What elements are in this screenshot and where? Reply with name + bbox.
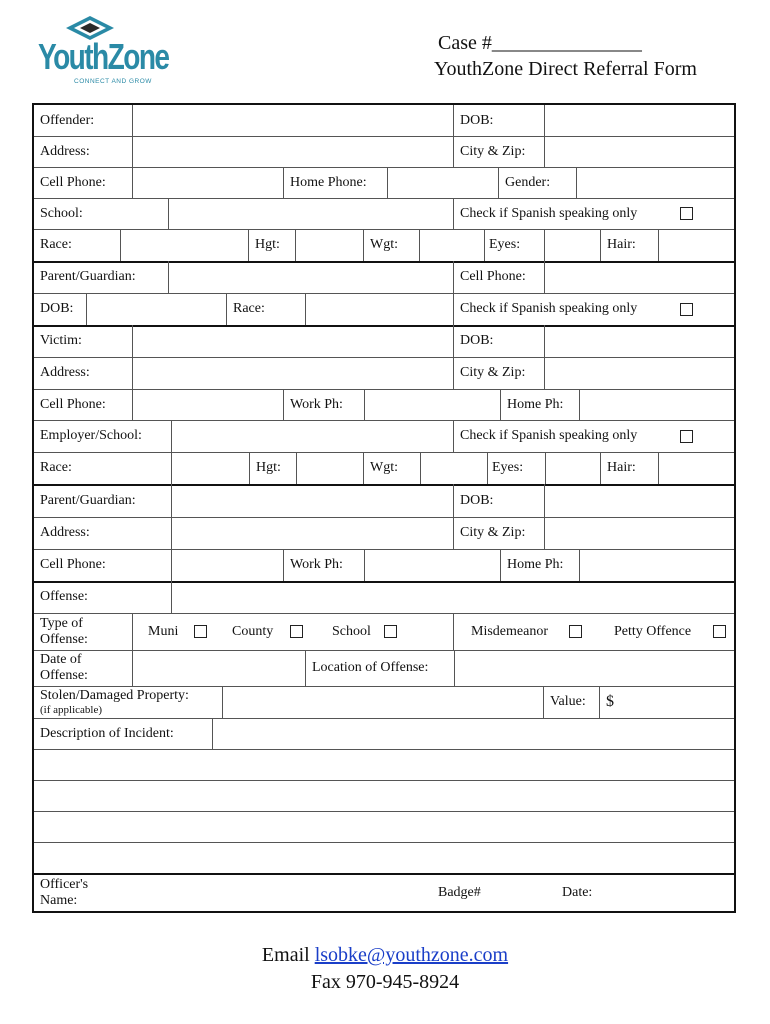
- victim-race-label: Race:: [40, 460, 72, 475]
- county-checkbox[interactable]: [290, 625, 303, 638]
- description-field[interactable]: [213, 718, 735, 749]
- description-line-4[interactable]: [34, 811, 735, 842]
- offender-address-label: Address:: [40, 143, 90, 159]
- referral-form: [32, 103, 736, 913]
- offender-school-field[interactable]: [169, 198, 453, 229]
- victim-cell-label: Cell Phone:: [40, 396, 106, 412]
- fax-line: Fax 970-945-8924: [310, 971, 460, 993]
- victim-label: Victim:: [40, 333, 82, 348]
- youthzone-logo: [38, 14, 169, 94]
- muni-label: Muni: [148, 623, 179, 639]
- victim-city-zip-field[interactable]: [545, 357, 735, 389]
- victim-race-field[interactable]: [172, 452, 249, 484]
- offender-spanish-checkbox[interactable]: [680, 207, 693, 220]
- offender-hgt-label: Hgt:: [255, 237, 280, 252]
- victim-parent-address-field[interactable]: [172, 517, 453, 549]
- petty-offence-label: Petty Offence: [614, 623, 692, 639]
- victim-parent-city-zip-label: City & Zip:: [460, 525, 526, 540]
- offender-address-field[interactable]: [133, 136, 453, 167]
- victim-parent-label: Parent/Guardian:: [40, 492, 136, 508]
- offender-home-phone-label: Home Phone:: [290, 174, 367, 190]
- victim-cell-field[interactable]: [133, 389, 283, 420]
- victim-hair-label: Hair:: [607, 460, 636, 475]
- offender-parent-spanish-checkbox[interactable]: [680, 303, 693, 316]
- offender-parent-race-field[interactable]: [306, 293, 453, 325]
- victim-wgt-field[interactable]: [421, 452, 487, 484]
- description-line-2[interactable]: [34, 749, 735, 780]
- misdemeanor-label: Misdemeanor: [471, 623, 548, 639]
- stolen-property-field[interactable]: [223, 686, 543, 718]
- victim-employer-field[interactable]: [172, 420, 453, 452]
- badge-label: Badge#: [438, 885, 481, 900]
- description-label: Description of Incident:: [40, 725, 174, 741]
- offender-parent-cell-field[interactable]: [545, 261, 735, 293]
- description-line-3[interactable]: [34, 780, 735, 811]
- offender-eyes-field[interactable]: [545, 229, 600, 261]
- victim-hair-field[interactable]: [659, 452, 735, 484]
- type-of-offense-label: Type of Offense:: [40, 615, 88, 647]
- offender-race-field[interactable]: [121, 229, 248, 261]
- victim-city-zip-label: City & Zip:: [460, 365, 526, 380]
- victim-parent-field[interactable]: [172, 484, 453, 517]
- victim-dob-label: DOB:: [460, 333, 494, 348]
- victim-home-ph-field[interactable]: [580, 389, 735, 420]
- offender-parent-race-label: Race:: [233, 301, 265, 316]
- location-label: Location of Offense:: [312, 660, 429, 675]
- logo-wordmark: YouthZone: [38, 36, 169, 77]
- offender-parent-cell-label: Cell Phone:: [460, 269, 526, 284]
- victim-spanish-label: Check if Spanish speaking only: [460, 428, 638, 443]
- victim-parent-home-ph-label: Home Ph:: [507, 557, 564, 572]
- logo-tagline: CONNECT AND GROW: [74, 78, 152, 85]
- email-line: Email lsobke@youthzone.com: [261, 944, 509, 966]
- school-type-checkbox[interactable]: [384, 625, 397, 638]
- county-label: County: [232, 623, 274, 639]
- date-label: Date:: [562, 885, 593, 900]
- location-field[interactable]: [455, 650, 735, 686]
- offender-dob-field[interactable]: [545, 105, 735, 136]
- offender-name-field[interactable]: [133, 105, 453, 136]
- victim-parent-work-ph-label: Work Ph:: [290, 557, 343, 572]
- offender-hair-field[interactable]: [659, 229, 735, 261]
- offender-school-label: School:: [40, 205, 83, 221]
- victim-parent-address-label: Address:: [40, 525, 90, 540]
- offender-cell-field[interactable]: [133, 167, 283, 198]
- victim-spanish-checkbox[interactable]: [680, 430, 693, 443]
- offender-dob-label: DOB:: [460, 112, 494, 128]
- offender-wgt-field[interactable]: [420, 229, 484, 261]
- offender-cell-label: Cell Phone:: [40, 174, 106, 190]
- form-title: YouthZone Direct Referral Form: [434, 58, 697, 80]
- victim-parent-cell-field[interactable]: [172, 549, 283, 581]
- victim-home-ph-label: Home Ph:: [507, 396, 564, 412]
- offender-city-zip-label: City & Zip:: [460, 143, 526, 159]
- victim-parent-city-zip-field[interactable]: [545, 517, 735, 549]
- offender-parent-label: Parent/Guardian:: [40, 269, 136, 284]
- value-label: Value:: [550, 694, 586, 709]
- victim-work-ph-label: Work Ph:: [290, 396, 343, 412]
- offender-spanish-label: Check if Spanish speaking only: [460, 205, 638, 221]
- description-line-5[interactable]: [34, 842, 735, 873]
- petty-offence-checkbox[interactable]: [713, 625, 726, 638]
- offense-field[interactable]: [172, 581, 735, 613]
- victim-wgt-label: Wgt:: [370, 460, 398, 475]
- victim-hgt-field[interactable]: [297, 452, 363, 484]
- offender-parent-dob-label: DOB:: [40, 301, 74, 316]
- victim-parent-work-ph-field[interactable]: [365, 549, 500, 581]
- victim-employer-label: Employer/School:: [40, 428, 142, 443]
- date-of-offense-label: Date of Offense:: [40, 652, 88, 683]
- offender-hair-label: Hair:: [607, 237, 636, 252]
- offender-parent-field[interactable]: [169, 261, 453, 293]
- offender-race-label: Race:: [40, 237, 72, 252]
- value-field[interactable]: $: [606, 693, 614, 710]
- victim-name-field[interactable]: [133, 325, 453, 357]
- victim-address-field[interactable]: [133, 357, 453, 389]
- date-of-offense-field[interactable]: [133, 650, 305, 686]
- victim-parent-home-ph-field[interactable]: [580, 549, 735, 581]
- victim-dob-field[interactable]: [545, 325, 735, 357]
- muni-checkbox[interactable]: [194, 625, 207, 638]
- offender-wgt-label: Wgt:: [370, 237, 398, 252]
- school-type-label: School: [332, 623, 371, 639]
- stolen-property-label: Stolen/Damaged Property: (if applicable): [40, 688, 189, 716]
- email-link[interactable]: lsobke@youthzone.com: [314, 944, 509, 966]
- victim-eyes-field[interactable]: [546, 452, 600, 484]
- case-number-label: Case #_______________: [438, 32, 642, 54]
- victim-parent-cell-label: Cell Phone:: [40, 557, 106, 572]
- victim-eyes-label: Eyes:: [492, 460, 524, 475]
- misdemeanor-checkbox[interactable]: [569, 625, 582, 638]
- offender-parent-dob-field[interactable]: [87, 293, 226, 325]
- offender-hgt-field[interactable]: [296, 229, 363, 261]
- offender-home-phone-field[interactable]: [388, 167, 498, 198]
- offender-parent-spanish-label: Check if Spanish speaking only: [460, 301, 638, 316]
- offense-label: Offense:: [40, 589, 88, 604]
- victim-work-ph-field[interactable]: [365, 389, 500, 420]
- victim-parent-dob-field[interactable]: [545, 484, 735, 517]
- offender-label: Offender:: [40, 112, 95, 128]
- offender-gender-field[interactable]: [577, 167, 735, 198]
- victim-hgt-label: Hgt:: [256, 460, 281, 475]
- victim-address-label: Address:: [40, 365, 90, 380]
- officer-name-label: Officer's Name:: [40, 877, 89, 908]
- victim-parent-dob-label: DOB:: [460, 492, 494, 508]
- offender-eyes-label: Eyes:: [489, 237, 521, 252]
- offender-city-zip-field[interactable]: [545, 136, 735, 167]
- offender-gender-label: Gender:: [505, 174, 551, 190]
